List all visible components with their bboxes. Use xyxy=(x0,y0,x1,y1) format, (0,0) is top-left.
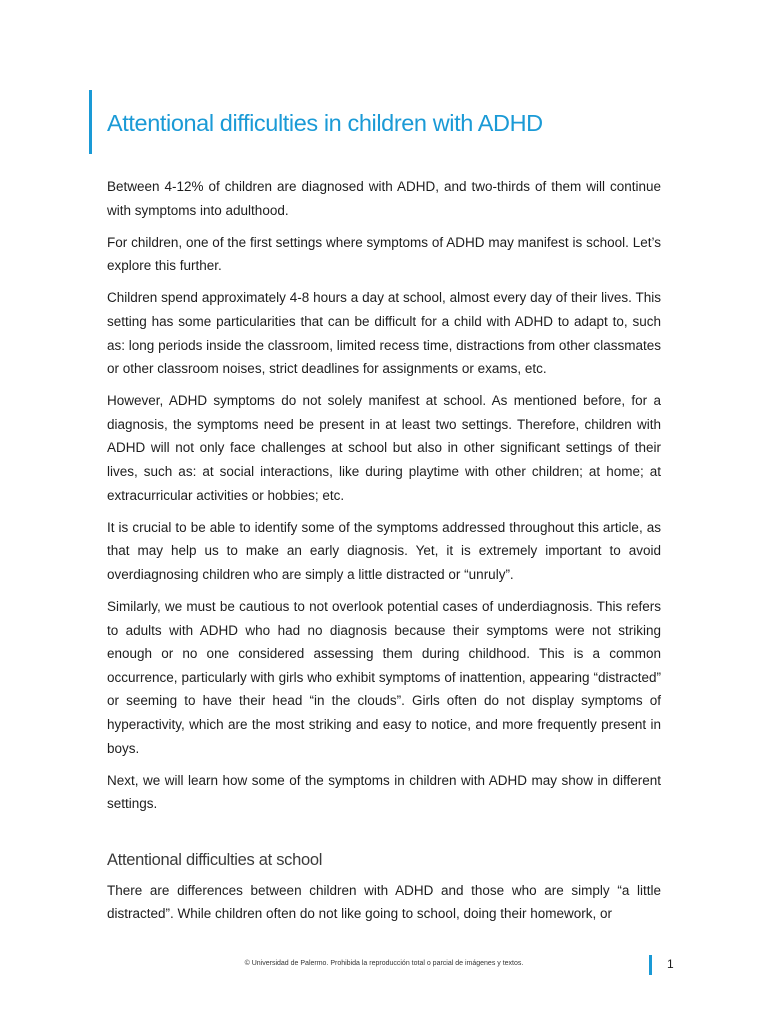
paragraph-prevalence: Between 4-12% of children are diagnosed with ADHD, and two-thirds of them will continue with symptoms into adulthood. xyxy=(107,179,661,218)
section-heading: Attentional difficulties at school xyxy=(107,850,323,869)
paragraph-differences: There are differences between children with ADHD and those who are simply “a little distracted”. While children often do not like going to school, doing their homework, or xyxy=(107,882,661,922)
paragraph-underdiagnosis: Similarly, we must be cautious to not overlook potential cases of underdiagnosis. This refers to adults with ADHD who had no diagnosis because their symptoms were not striking enough or no one considered assessing them during childhood. This is a common occurrence, particularly with girls who exhibit symptoms of inattention, appearing “distracted” or seeming to have their head “in the clouds”. Girls often do not display symptoms of hyperactivity, which are the most striking and easy to notice, and more frequently present in boys. xyxy=(107,599,661,756)
paragraph-next: Next, we will learn how some of the symptoms in children with ADHD may show in different settings. xyxy=(107,772,661,812)
page-title: Attentional difficulties in children with ADHD xyxy=(107,110,543,136)
title-block xyxy=(89,90,689,154)
title-accent-bar xyxy=(89,90,92,154)
paragraph-school-setting: For children, one of the first settings where symptoms of ADHD may manifest is school. Let’s explore this further. xyxy=(107,234,661,274)
page-number: 1 xyxy=(667,957,674,971)
footer-copyright: © Universidad de Palermo. Prohibida la reproducción total o parcial de imágenes y textos. xyxy=(244,960,524,967)
footer-accent-bar xyxy=(649,955,652,975)
article-body xyxy=(107,175,661,935)
paragraph-other-settings: However, ADHD symptoms do not solely manifest at school. As mentioned before, for a diagnosis, the symptoms need be present in at least two settings. Therefore, children with ADHD will not only face challenges at school but also in other significant settings of their lives, such as: at social interactions, like during playtime with other children; at home; at extracurricular activities or hobbies; etc. xyxy=(107,393,661,503)
paragraph-school-hours: Children spend approximately 4-8 hours a day at school, almost every day of their lives. This setting has some particularities that can be difficult for a child with ADHD to adapt to, such as: long periods inside the classroom, limited recess time, distractions from other classmates or other classroom noises, strict deadlines for assignments or exams, etc. xyxy=(107,290,661,377)
paragraph-early-diagnosis: It is crucial to be able to identify some of the symptoms addressed throughout this article, as that may help us to make an early diagnosis. Yet, it is extremely important to avoid overdiagnosing children who are simply a little distracted or “unruly”. xyxy=(107,519,661,582)
